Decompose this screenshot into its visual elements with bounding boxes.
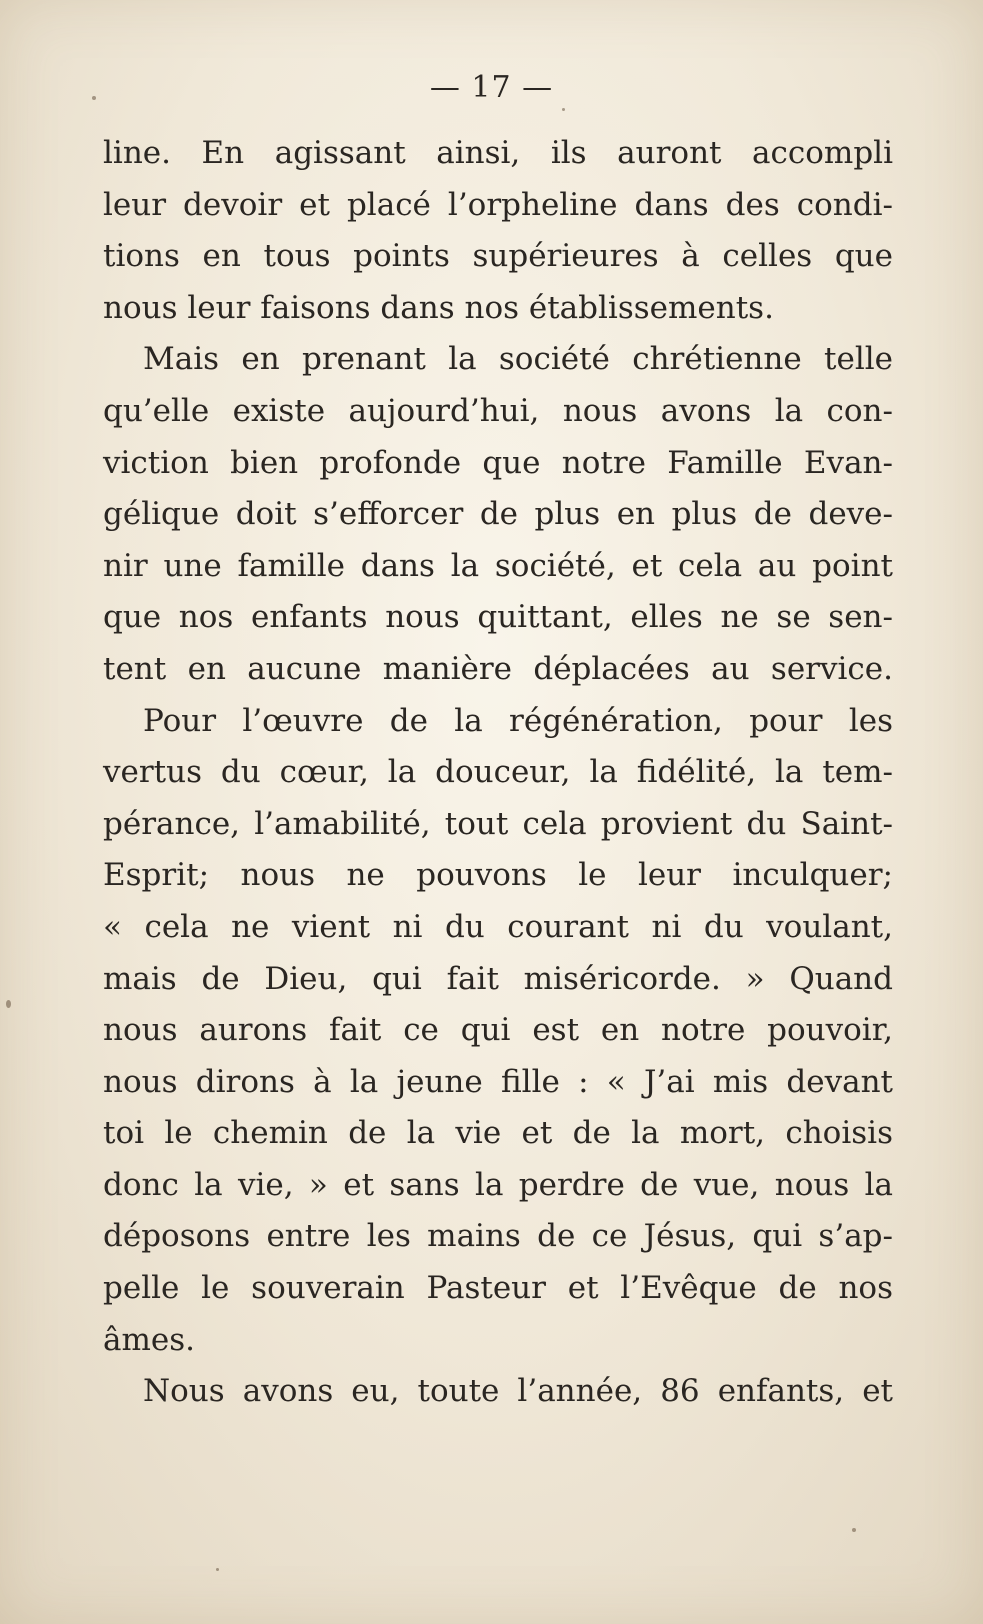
text-line: tions en tous points supérieures à celles que [103, 238, 893, 275]
text-line: nous aurons fait ce qui est en notre pouvoir, [103, 1012, 893, 1049]
text-line: tent en aucune manière déplacées au service. [103, 650, 893, 687]
text-line: nous leur faisons dans nos établissements. [103, 289, 774, 326]
page-number: — 17 — [429, 70, 554, 105]
text-line: Esprit; nous ne pouvons le leur inculquer; [103, 857, 893, 894]
text-line: Mais en prenant la société chrétienne telle [143, 341, 893, 378]
text-line: âmes. [103, 1321, 195, 1358]
text-line: nir une famille dans la société, et cela au point [103, 547, 893, 584]
text-line: pelle le souverain Pasteur et l’Evêque de nos [103, 1270, 893, 1307]
paper-speck [6, 1000, 11, 1008]
paper-speck [92, 96, 96, 100]
text-line: Pour l’œuvre de la régénération, pour les [143, 702, 893, 739]
text-line: « cela ne vient ni du courant ni du voulant, [103, 908, 893, 945]
text-line: mais de Dieu, qui fait miséricorde. » Quand [103, 960, 893, 997]
text-line: qu’elle existe aujourd’hui, nous avons la con- [103, 392, 893, 429]
text-line: déposons entre les mains de ce Jésus, qui s’ap- [103, 1218, 893, 1255]
text-line: gélique doit s’efforcer de plus en plus de deve- [103, 496, 893, 533]
paper-speck [852, 1528, 856, 1532]
text-line: donc la vie, » et sans la perdre de vue, nous la [103, 1166, 893, 1203]
paragraph-3 [103, 696, 893, 1367]
text-line: viction bien profonde que notre Famille Evan- [103, 444, 893, 481]
text-line: pérance, l’amabilité, tout cela provient du Saint- [103, 805, 893, 842]
paragraph-1 [103, 128, 893, 334]
paragraph-2 [103, 334, 893, 695]
text-line: que nos enfants nous quittant, elles ne se sen- [103, 599, 893, 636]
paper-speck [216, 1568, 219, 1571]
body-text [103, 128, 893, 1418]
paragraph-4 [103, 1366, 893, 1418]
text-line: toi le chemin de la vie et de la mort, choisis [103, 1115, 893, 1152]
text-line: nous dirons à la jeune fille : « J’ai mis devant [103, 1063, 893, 1100]
paper-speck [562, 108, 565, 111]
text-line: Nous avons eu, toute l’année, 86 enfants, et [143, 1373, 893, 1410]
text-line: line. En agissant ainsi, ils auront accompli [103, 135, 893, 171]
text-line: vertus du cœur, la douceur, la fidélité, la tem- [103, 754, 893, 791]
text-line: leur devoir et placé l’orpheline dans des condi- [103, 186, 893, 223]
